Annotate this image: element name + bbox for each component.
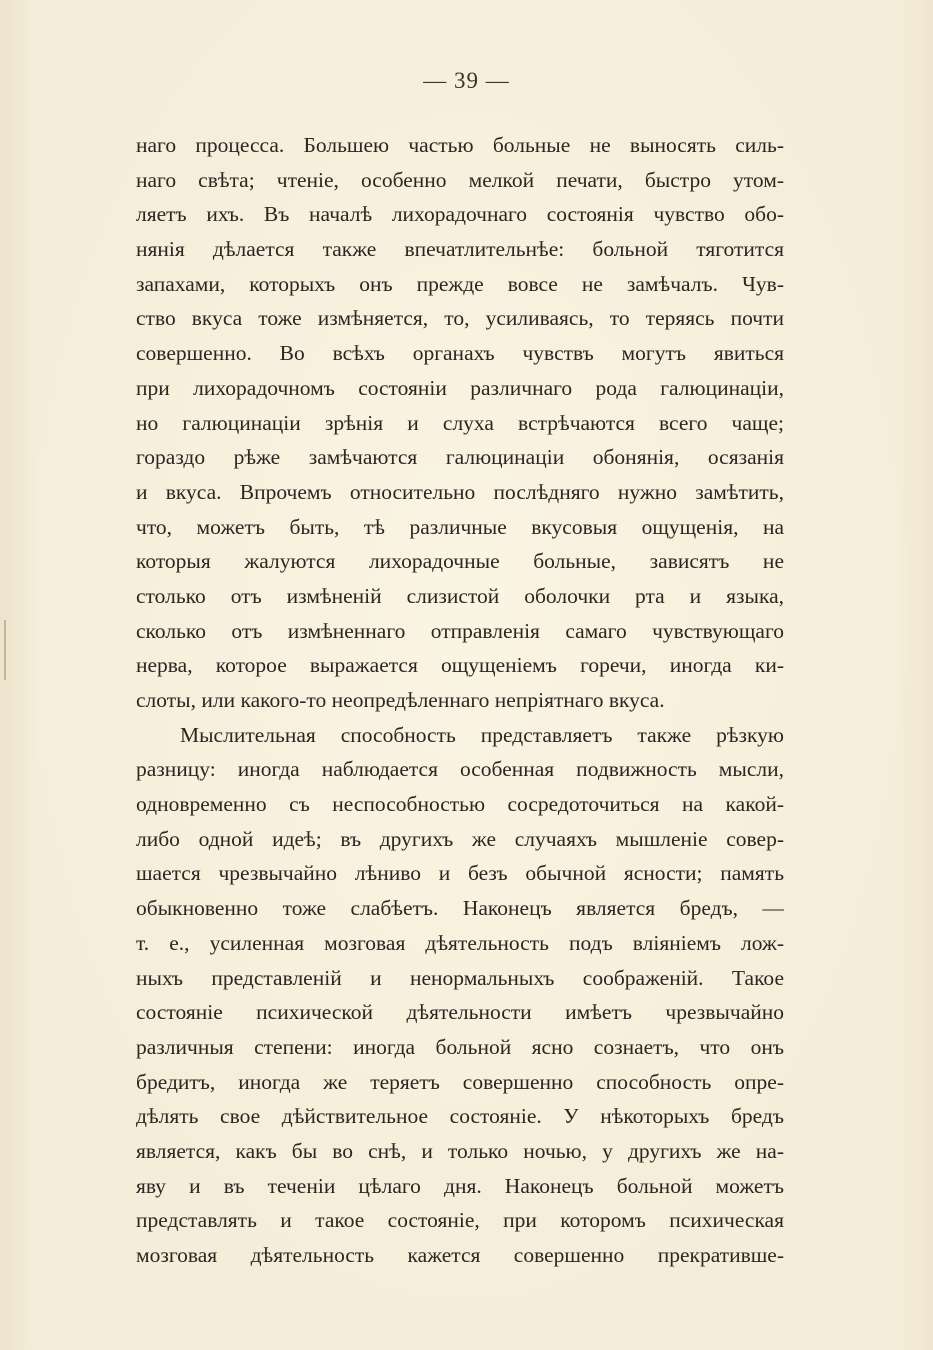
text-line: запахами, которыхъ онъ прежде вовсе не замѣчалъ. Чув- xyxy=(136,271,784,296)
text-line: совершенно. Во всѣхъ органахъ чувствъ могутъ явиться xyxy=(136,341,784,366)
text-line: бредитъ, иногда же теряетъ совершенно способность опре- xyxy=(136,1069,784,1094)
text-line: ныхъ представленій и ненормальныхъ соображеній. Такое xyxy=(136,965,784,990)
text-line: но галюцинаціи зрѣнія и слуха встрѣчаются всего чаще; xyxy=(136,410,784,435)
text-line: шается чрезвычайно лѣниво и безъ обычной ясности; память xyxy=(136,861,784,886)
text-line: сколько отъ измѣненнаго отправленія самаго чувствующаго xyxy=(136,618,784,643)
text-line: является, какъ бы во снѣ, и только ночью, у другихъ же на- xyxy=(136,1138,784,1163)
text-line: и вкуса. Впрочемъ относительно послѣдняго нужно замѣтить, xyxy=(136,479,784,504)
text-line: состояніе психической дѣятельности имѣетъ чрезвычайно xyxy=(136,1000,784,1025)
text-line: ство вкуса тоже измѣняется, то, усиливаясь, то теряясь почти xyxy=(136,306,784,331)
text-line: наго свѣта; чтеніе, особенно мелкой печати, быстро утом- xyxy=(136,167,784,192)
text-line: что, можетъ быть, тѣ различные вкусовыя ощущенія, на xyxy=(136,514,784,539)
text-line: обыкновенно тоже слабѣетъ. Наконецъ является бредъ, — xyxy=(136,896,784,921)
text-line: наго процесса. Большею частью больные не выносять силь- xyxy=(136,133,784,157)
text-line: нянія дѣлается также впечатлительнѣе: больной тяготится xyxy=(136,237,784,262)
page-number: — 39 — xyxy=(423,68,510,93)
text-line: разницу: иногда наблюдается особенная подвижность мысли, xyxy=(136,757,784,782)
text-line: нерва, которое выражается ощущеніемъ горечи, иногда ки- xyxy=(136,653,784,678)
text-line: столько отъ измѣненій слизистой оболочки рта и языка, xyxy=(136,583,784,608)
text-line: различныя степени: иногда больной ясно сознаетъ, что онъ xyxy=(136,1034,784,1059)
text-line: одновременно съ неспособностью сосредоточиться на какой- xyxy=(136,792,784,817)
text-line: т. е., усиленная мозговая дѣятельность подъ вліяніемъ лож- xyxy=(136,930,784,955)
text-line: гораздо рѣже замѣчаются галюцинаціи обонянія, осязанія xyxy=(136,445,784,470)
text-line: ляетъ ихъ. Въ началѣ лихорадочнаго состоянія чувство обо- xyxy=(136,202,784,227)
text-line: яву и въ теченіи цѣлаго дня. Наконецъ больной можетъ xyxy=(136,1173,784,1198)
text-line: представлять и такое состояніе, при которомъ психическая xyxy=(136,1208,784,1233)
text-line: дѣлять свое дѣйствительное состояніе. У нѣкоторыхъ бредъ xyxy=(136,1104,784,1129)
paragraph-last-line: слоты, или какого-то неопредѣленнаго непріятнаго вкуса. xyxy=(136,688,665,712)
text-line: которыя жалуются лихорадочные больные, зависятъ не xyxy=(136,549,784,574)
body-text xyxy=(136,128,784,1273)
text-line: либо одной идеѣ; въ другихъ же случаяхъ мышленіе совер- xyxy=(136,826,784,851)
text-line: при лихорадочномъ состояніи различнаго рода галюцинаціи, xyxy=(136,375,784,400)
paragraph-first-line: Мыслительная способность представляетъ также рѣзкую xyxy=(180,722,784,747)
text-line: мозговая дѣятельность кажется совершенно прекративше- xyxy=(136,1243,784,1267)
page-edge-mark xyxy=(4,620,6,680)
